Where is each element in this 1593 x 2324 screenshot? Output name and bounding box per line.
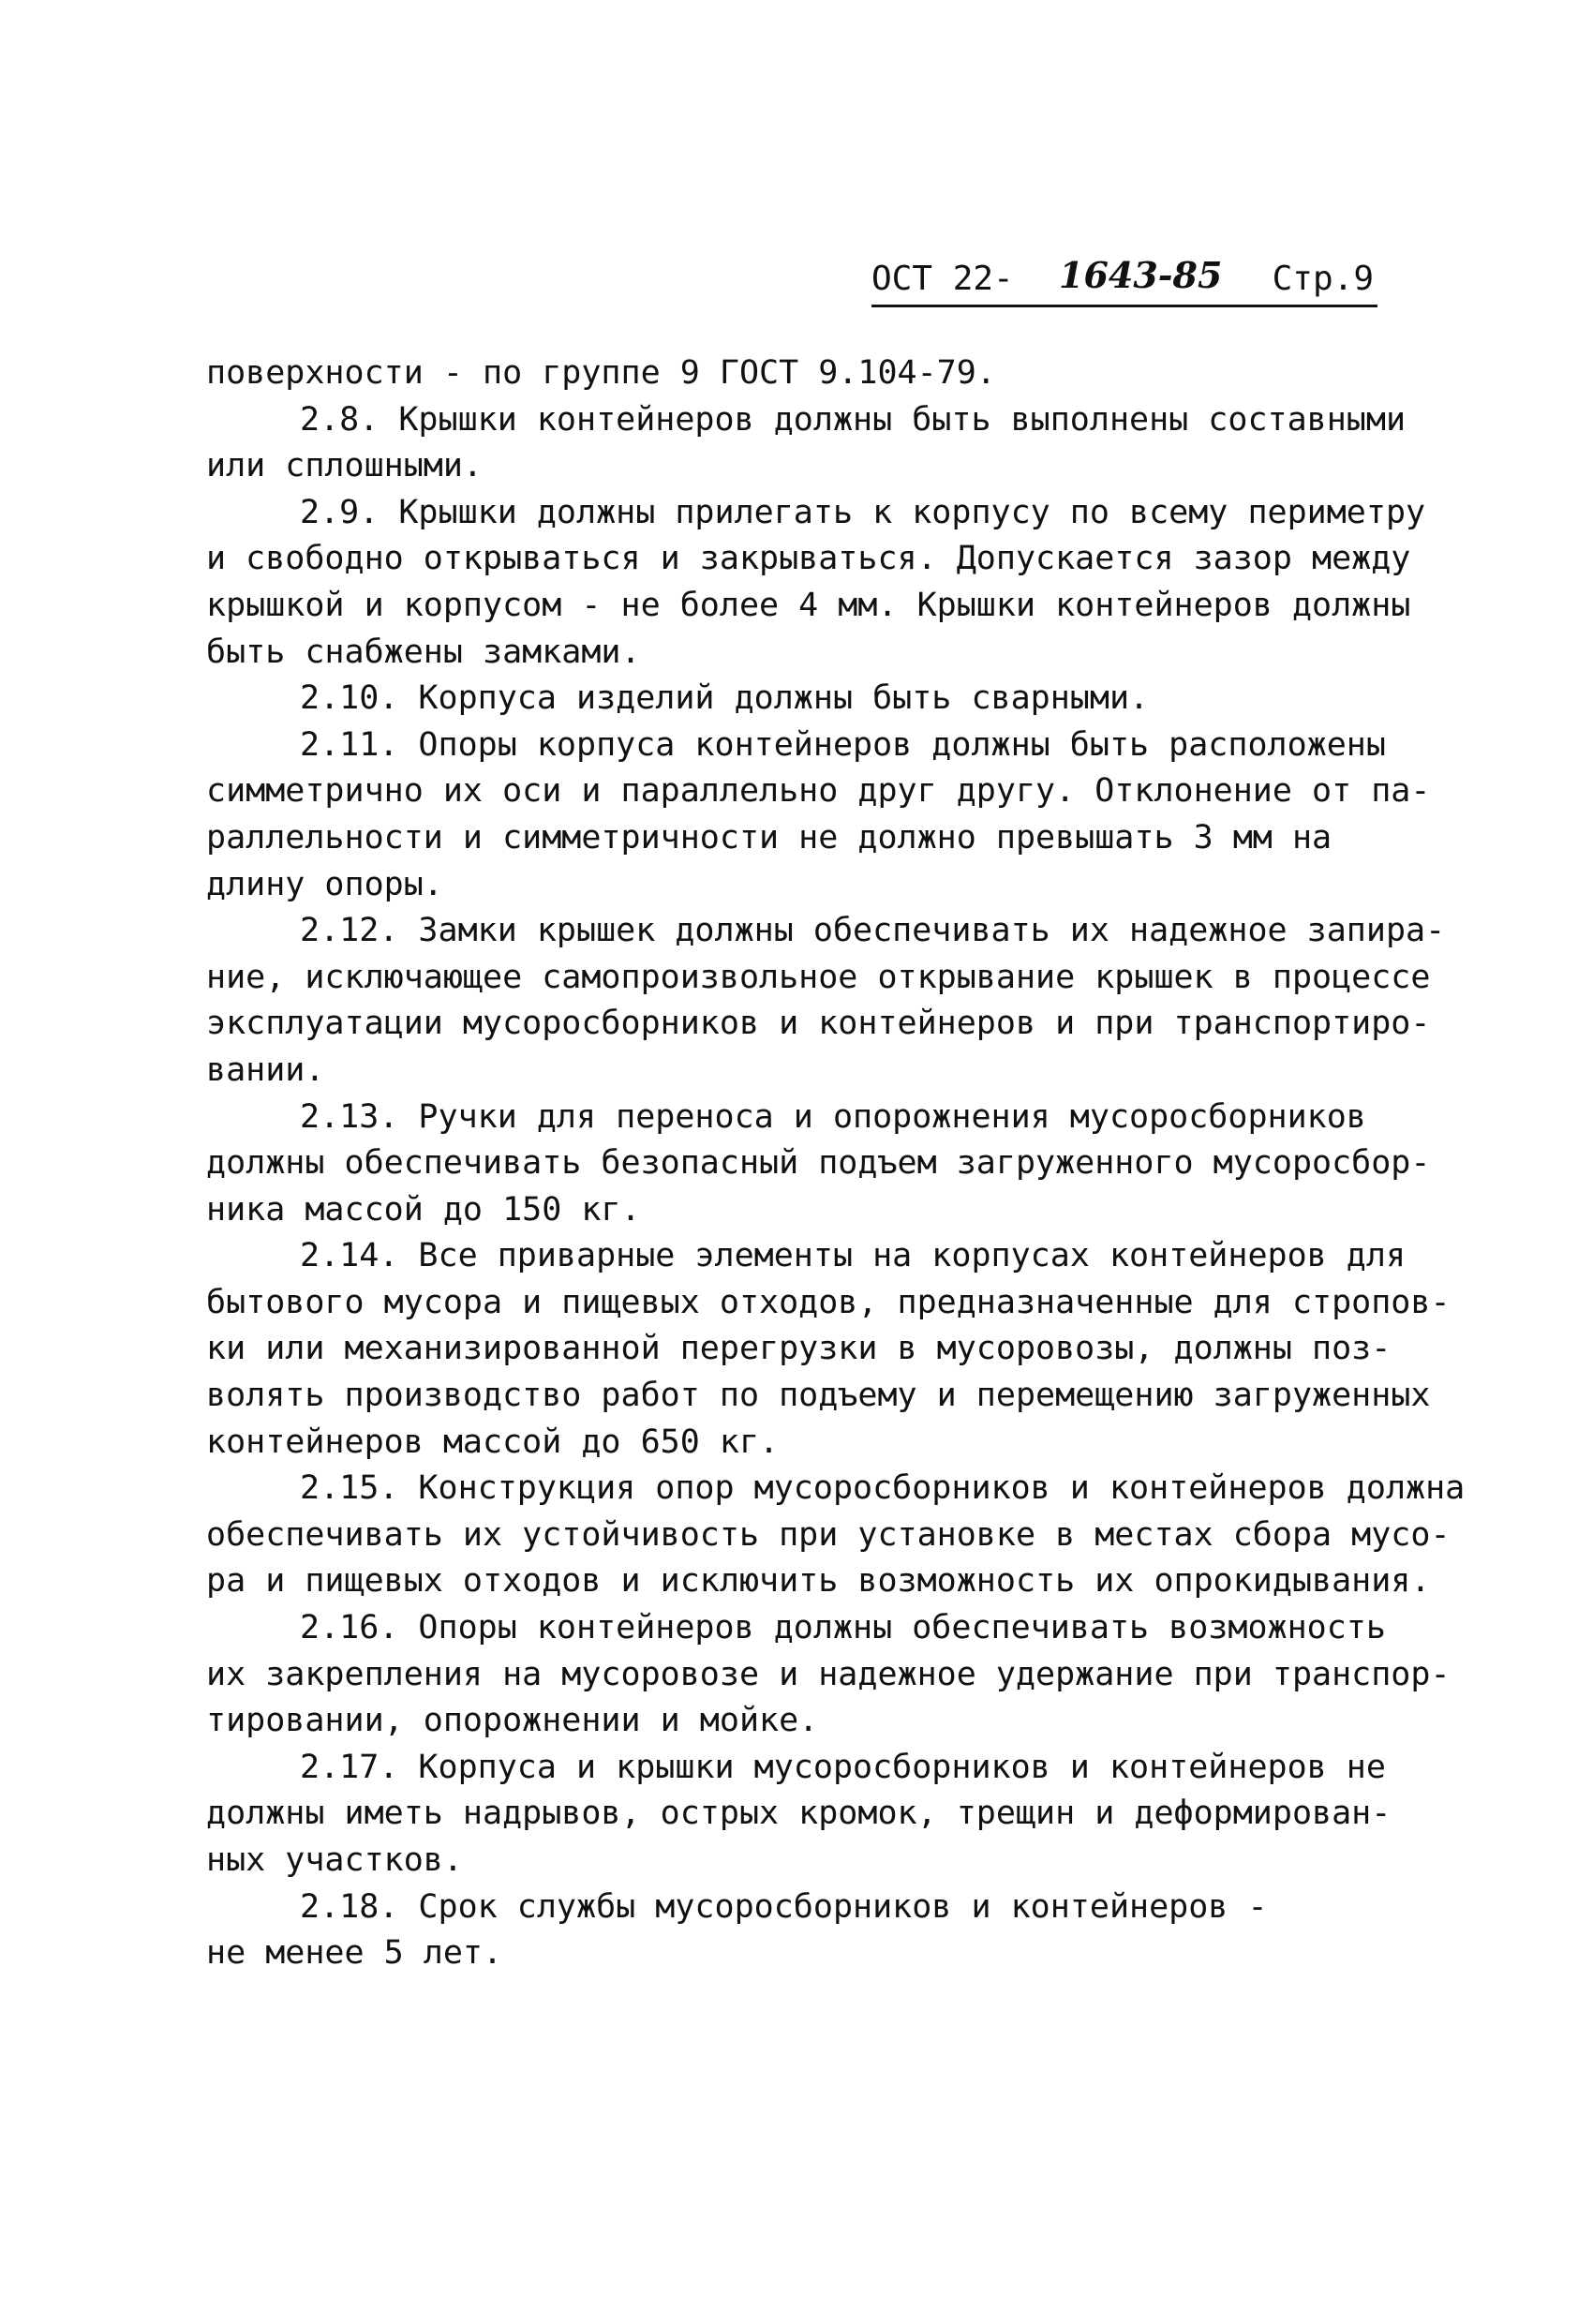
- text-line: 2.14. Все приварные элементы на корпусах контейнеров для: [300, 1237, 1407, 1275]
- text-line: 2.10. Корпуса изделий должны быть сварными.: [300, 679, 1150, 718]
- text-line: ника массой до 150 кг.: [206, 1190, 641, 1229]
- text-line: крышкой и корпусом - не более 4 мм. Крышки контейнеров должны: [206, 586, 1411, 624]
- standard-code: ОСТ 22-: [871, 260, 1014, 298]
- text-line: их закрепления на мусоровозе и надежное удержание при транспор-: [206, 1655, 1451, 1693]
- page-number: Стр.9: [1272, 260, 1374, 298]
- text-line: бытового мусора и пищевых отходов, предназначенные для стропов-: [206, 1283, 1451, 1321]
- text-line: 2.9. Крышки должны прилегать к корпусу по всему периметру: [300, 493, 1426, 531]
- text-line: или сплошными.: [206, 447, 484, 485]
- text-line: 2.13. Ручки для переноса и опорожнения мусоросборников: [300, 1097, 1366, 1136]
- text-line: контейнеров массой до 650 кг.: [206, 1423, 780, 1461]
- text-line: 2.17. Корпуса и крышки мусоросборников и контейнеров не: [300, 1748, 1386, 1786]
- text-line: волять производство работ по подъему и перемещению загруженных: [206, 1377, 1431, 1415]
- page-header: [871, 251, 1377, 307]
- text-line: 2.8. Крышки контейнеров должны быть выполнены составными: [300, 400, 1407, 439]
- header-underline: [871, 305, 1377, 307]
- text-line: ние, исключающее самопроизвольное открывание крышек в процессе: [206, 958, 1431, 996]
- document-body: [206, 350, 1466, 1977]
- text-line: тировании, опорожнении и мойке.: [206, 1702, 819, 1740]
- text-line: 2.12. Замки крышек должны обеспечивать их надежное запира-: [300, 912, 1446, 950]
- text-line: и свободно открываться и закрываться. Допускается зазор между: [206, 540, 1411, 578]
- text-line: раллельности и симметричности не должно превышать 3 мм на: [206, 818, 1332, 857]
- text-line: обеспечивать их устойчивость при установке в местах сбора мусо-: [206, 1515, 1451, 1554]
- text-line: поверхности - по группе 9 ГОСТ 9.104-79.: [206, 354, 996, 392]
- text-line: должны обеспечивать безопасный подъем загруженного мусоросбор-: [206, 1144, 1431, 1183]
- standard-number: 1643-85: [1059, 254, 1223, 296]
- text-line: симметрично их оси и параллельно друг другу. Отклонение от па-: [206, 772, 1431, 811]
- text-line: длину опоры.: [206, 865, 443, 903]
- text-line: должны иметь надрывов, острых кромок, трещин и деформирован-: [206, 1795, 1392, 1833]
- text-line: 2.16. Опоры контейнеров должны обеспечивать возможность: [300, 1609, 1386, 1647]
- text-line: 2.18. Срок службы мусоросборников и контейнеров -: [300, 1887, 1268, 1926]
- text-line: быть снабжены замками.: [206, 633, 641, 671]
- text-line: ки или механизированной перегрузки в мусоровозы, должны поз-: [206, 1330, 1392, 1368]
- text-line: эксплуатации мусоросборников и контейнеров и при транспортиро-: [206, 1005, 1431, 1043]
- text-line: ра и пищевых отходов и исключить возможность их опрокидывания.: [206, 1562, 1431, 1601]
- text-line: 2.11. Опоры корпуса контейнеров должны быть расположены: [300, 725, 1386, 764]
- text-line: не менее 5 лет.: [206, 1934, 503, 1973]
- text-line: вании.: [206, 1050, 325, 1089]
- text-line: 2.15. Конструкция опор мусоросборников и контейнеров должна: [300, 1469, 1466, 1508]
- text-line: ных участков.: [206, 1841, 463, 1879]
